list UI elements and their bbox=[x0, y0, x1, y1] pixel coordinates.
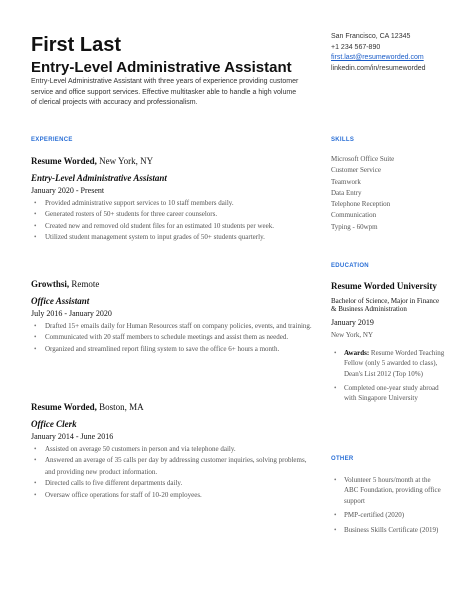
job-company bbox=[31, 402, 316, 412]
job-entry bbox=[31, 156, 316, 244]
other-item: • Business Skills Certificate (2019) bbox=[331, 525, 446, 535]
skills-heading: SKILLS bbox=[331, 137, 355, 143]
company-location: Boston, MA bbox=[96, 402, 144, 412]
other-item: • PMP-certified (2020) bbox=[331, 510, 446, 520]
job-entry bbox=[31, 279, 316, 355]
skill-item: Telephone Reception bbox=[331, 200, 391, 209]
contact-location: San Francisco, CA 12345 bbox=[331, 33, 411, 40]
skill-item: Customer Service bbox=[331, 166, 381, 175]
skill-item: Typing - 60wpm bbox=[331, 222, 378, 231]
job-company bbox=[31, 279, 316, 289]
contact-phone: +1 234 567-890 bbox=[331, 43, 381, 51]
job-bullet: • Assisted on average 50 customers in person and via telephone daily. bbox=[31, 444, 316, 455]
other-list bbox=[331, 475, 446, 539]
job-bullet: • Utilized student management system to input grades of 50+ students quarterly. bbox=[31, 232, 316, 243]
skills-list bbox=[331, 154, 446, 233]
awards-label: Awards: bbox=[344, 348, 370, 357]
skill-item: Microsoft Office Suite bbox=[331, 155, 395, 163]
job-bullet: • Generated rosters of 50+ students for three career counselors. bbox=[31, 209, 316, 220]
skill-item: Teamwork bbox=[331, 177, 361, 186]
education-date: January 2019 bbox=[331, 317, 374, 327]
job-bullet: • Oversaw office operations for staff of 10-20 employees. bbox=[31, 490, 316, 501]
summary: Entry-Level Administrative Assistant with three years of experience providing customer service and office support services. Effective multitasker able to handle a high volume of clerical projects with accuracy and professionalism. bbox=[31, 78, 299, 106]
school-name: Resume Worded University bbox=[331, 281, 437, 291]
contact-block bbox=[331, 32, 426, 74]
job-bullet: • Drafted 15+ emails daily for Human Resources staff on company policies, events, and training. bbox=[31, 321, 316, 332]
company-name: Resume Worded, bbox=[31, 402, 97, 412]
job-dates: July 2016 - January 2020 bbox=[31, 309, 112, 318]
job-company bbox=[31, 156, 316, 166]
contact-email-link[interactable]: first.last@resumeworded.com bbox=[331, 54, 424, 62]
company-name: Growthsi, bbox=[31, 279, 70, 289]
education-bullet bbox=[331, 348, 446, 379]
education-block bbox=[331, 281, 446, 408]
company-location: New York, NY bbox=[96, 156, 154, 166]
job-bullets bbox=[31, 198, 316, 244]
company-location: Remote bbox=[69, 279, 100, 289]
job-bullets bbox=[31, 444, 316, 501]
job-dates: January 2014 - June 2016 bbox=[31, 432, 114, 441]
job-bullet: • Directed calls to five different departments daily. bbox=[31, 478, 316, 489]
job-dates: January 2020 - Present bbox=[31, 186, 105, 195]
job-role: Office Assistant bbox=[31, 296, 90, 306]
job-bullet: • Organized and streamlined report filing system to save the office 6+ hours a month. bbox=[31, 344, 316, 355]
job-bullet: • Created new and removed old student files for an estimated 10 students per week. bbox=[31, 221, 316, 232]
skill-item: Data Entry bbox=[331, 188, 362, 197]
education-heading: EDUCATION bbox=[331, 263, 369, 269]
other-item: • Volunteer 5 hours/month at the ABC Foundation, providing office support bbox=[331, 475, 446, 506]
job-bullet: • Communicated with 20 staff members to schedule meetings and assist them as needed. bbox=[31, 332, 316, 343]
skill-item: Communication bbox=[331, 211, 377, 220]
contact-linkedin[interactable]: linkedin.com/in/resumeworded bbox=[331, 64, 426, 72]
job-role: Office Clerk bbox=[31, 419, 77, 429]
candidate-name: First Last bbox=[31, 34, 122, 56]
education-bullet: • Completed one-year study abroad with Singapore University bbox=[331, 383, 446, 404]
job-role: Entry-Level Administrative Assistant bbox=[31, 173, 167, 183]
experience-heading: EXPERIENCE bbox=[31, 137, 73, 143]
job-title: Entry-Level Administrative Assistant bbox=[31, 59, 292, 76]
other-heading: OTHER bbox=[331, 456, 354, 462]
education-location: New York, NY bbox=[331, 330, 374, 339]
job-bullet: • Provided administrative support services to 10 staff members daily. bbox=[31, 198, 316, 209]
degree: Bachelor of Science, Major in Finance & Business Administration bbox=[331, 297, 440, 314]
job-bullet: • Answered an average of 35 calls per day by addressing customer inquiries, solving problems, and providing new product information. bbox=[31, 455, 316, 478]
education-bullets bbox=[331, 348, 446, 404]
job-entry bbox=[31, 402, 316, 501]
awards-text: Resume Worded Teaching Fellow (only 5 awarded to class), Dean's List 2012 (Top 10%) bbox=[344, 348, 445, 378]
job-bullets bbox=[31, 321, 316, 355]
company-name: Resume Worded, bbox=[31, 156, 97, 166]
